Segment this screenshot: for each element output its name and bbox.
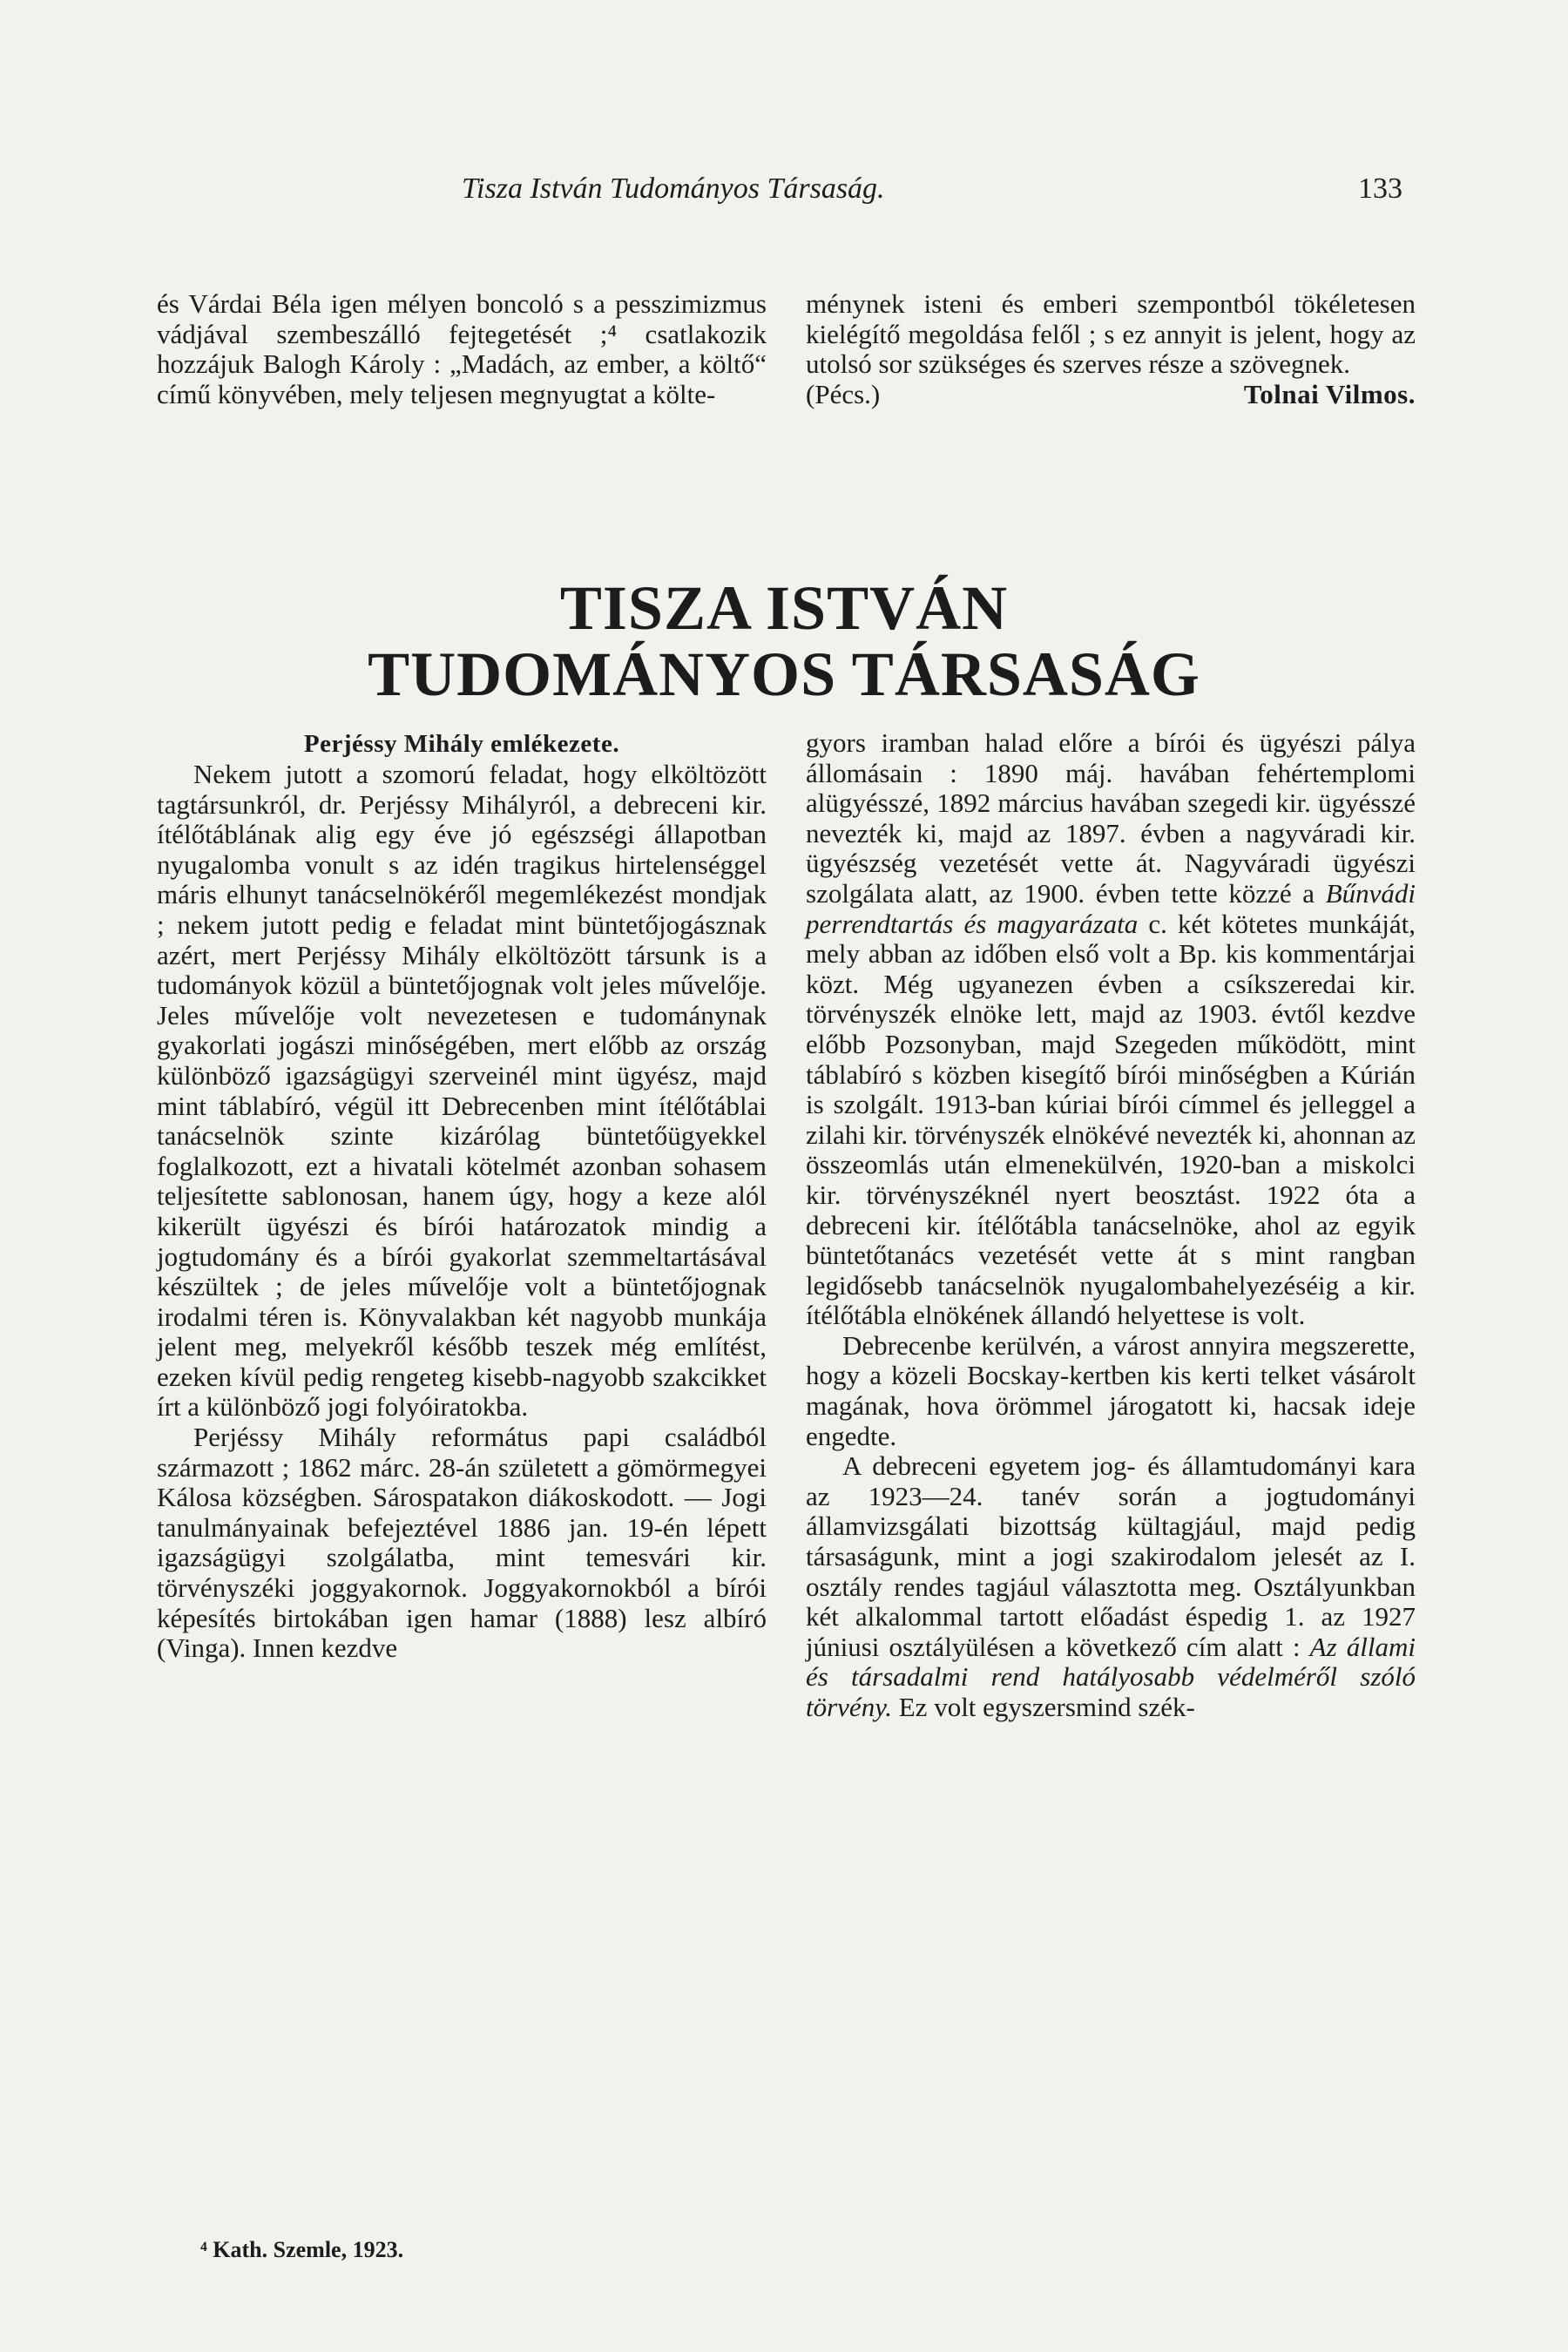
paragraph-3-text-a: gyors iramban halad előre a bírói és ügyészi pálya állomásain : 1890 máj. havában fehértemplomi alügyésszé, 1892 március havában szegedi kir. ügyésszé nevezték ki, majd az 1897. évben a nagyváradi kir. ügyészség vezetését vette át. Nagyváradi ügyészi szolgálata alatt, az 1900. évben tette közzé a (806, 727, 1416, 909)
article-paragraph-5 (806, 1451, 1416, 1722)
top-right-paragraph: ménynek isteni és emberi szempontból tökéletesen kielégítő megoldása felől ; s ez annyit is jelent, hogy az utolsó sor szükséges és szerves része a szövegnek. (806, 288, 1416, 380)
book-title-italic: Bűnvádi perrendtartás és magyarázata (806, 877, 1416, 939)
article-paragraph-4: Debrecenbe kerülvén, a várost annyira megszerette, hogy a közeli Bocskay-kertben kis kerti telket vásárolt magának, hova örömmel járogatott ki, hacsak ideje engedte. (806, 1329, 1416, 1451)
section-title (157, 575, 1411, 707)
article-title: Perjéssy Mihály emlékezete. (303, 730, 620, 758)
footnote: ⁴ Kath. Szemle, 1923. (200, 2237, 404, 2262)
section-title-line2: TUDOMÁNYOS TÁRSASÁG (368, 639, 1200, 709)
author-signature: Tolnai Vilmos. (1243, 378, 1416, 409)
signature-line (806, 380, 1416, 410)
lecture-title-italic: Az állami és társadalmi rend hatályosabb védelméről szóló törvény. (806, 1631, 1416, 1722)
article-paragraph-3 (806, 728, 1416, 1331)
page-number: 133 (1358, 172, 1402, 205)
article-paragraph-2: Perjéssy Mihály református papi családból származott ; 1862 márc. 28-án született a gömörmegyei Kálosa községben. Sárospatakon diákoskodott. — Jogi tanulmányainak befejeztével 1886 jan. 19-én lépett igazságügyi szolgálatba, mint temesvári kir. törvényszéki joggyakornok. Joggyakornokból a bírói képesítés birtokában igen hamar (1888) lesz albíró (Vinga). Innen kezdve (157, 1422, 767, 1664)
paragraph-5-text-a: A debreceni egyetem jog- és államtudományi kara az 1923—24. tanév során a jogtudományi államvizsgálati bizottság kültagjául, majd pedig társaságunk, mint a jogi szakirodalom jelesét az I. osztály rendes tagjául választotta meg. Osztályunkban két alkalommal tartott előadást éspedig 1. az 1927 júniusi osztályülésen a következő cím alatt : (806, 1450, 1416, 1662)
top-left-paragraph: és Várdai Béla igen mélyen boncoló s a pesszimizmus vádjával szembeszálló fejtegetését ;⁴ csatlakozik hozzájuk Balogh Károly : „Madách, az ember, a költő“ című könyvében, mely teljesen megnyugtat a költe- (157, 288, 767, 409)
paragraph-3-text-b: c. két kötetes munkáját, mely abban az időben első volt a Bp. kis kommentárjai közt. Még ugyanezen évben a csíkszeredai kir. törvényszék elnöke lett, majd az 1903. évtől kezdve előbb Pozsonyban, majd Szegeden működött, mint táblabíró s közben kisegítő bírói minőségben a Kúrián is szolgált. 1913-ban kúriai bírói címmel és jelleggel a zilahi kir. törvényszék elnökévé nevezték ki, ahonnan az összeomlás után elmenekülvén, 1920-ban a miskolci kir. törvényszéknél nyert beosztást. 1922 óta a debreceni kir. ítélőtábla tanácselnöke, ahol az egyik büntetőtanács vezetését vette át s mint rangban legidősebb tanácselnök nyugalombahelyezéséig a kir. ítélőtábla elnökének állandó helyettese is volt. (806, 908, 1416, 1331)
section-title-line1: TISZA ISTVÁN (559, 573, 1009, 643)
top-left-column (157, 289, 767, 409)
body-right-column (806, 728, 1416, 1723)
paragraph-5-text-b: Ez volt egyszersmind szék- (898, 1692, 1195, 1722)
article-paragraph-1: Nekem jutott a szomorú feladat, hogy elköltözött tagtársunkról, dr. Perjéssy Mihályról, a debreceni kir. ítélőtáblának alig egy éve jó egészségi állapotban nyugalomba vonult s az idén tragikus hirtelenséggel máris elhunyt tanácselnökéről megemlékezést mondjak ; nekem jutott pedig e feladat mint büntetőjogásznak azért, mert Perjéssy Mihály elköltözött társunk is a tudományok közül a büntetőjognak volt jeles művelője. Jeles művelője volt nevezetesen e tudománynak gyakorlati jogászi minőségében, mert előbb az ország különböző igazságügyi szerveinél mint ügyész, majd mint táblabíró, végül itt Debrecenben mint ítélőtáblai tanácselnök szinte kizárólag büntetőügyekkel foglalkozott, ezt a hivatali kötelmét azonban sohasem teljesítette sablonosan, hanem úgy, hogy a keze alól kikerült ügyészi és bírói határozatok mindig a jogtudomány és a bírói gyakorlat szemmeltartásával készültek ; de jeles művelője volt a büntetőjognak irodalmi téren is. Könyvalakban két nagyobb munkája jelent meg, melyekről később teszek még említést, ezeken kívül pedig rengeteg kisebb-nagyobb szakcikket írt a különböző jogi folyóiratokba. (157, 759, 767, 1423)
running-title: Tisza István Tudományos Társaság. (462, 172, 885, 205)
place-note: (Pécs.) (806, 378, 881, 409)
running-head (166, 172, 1402, 211)
body-left-column (157, 728, 767, 1664)
top-right-column (806, 289, 1416, 409)
